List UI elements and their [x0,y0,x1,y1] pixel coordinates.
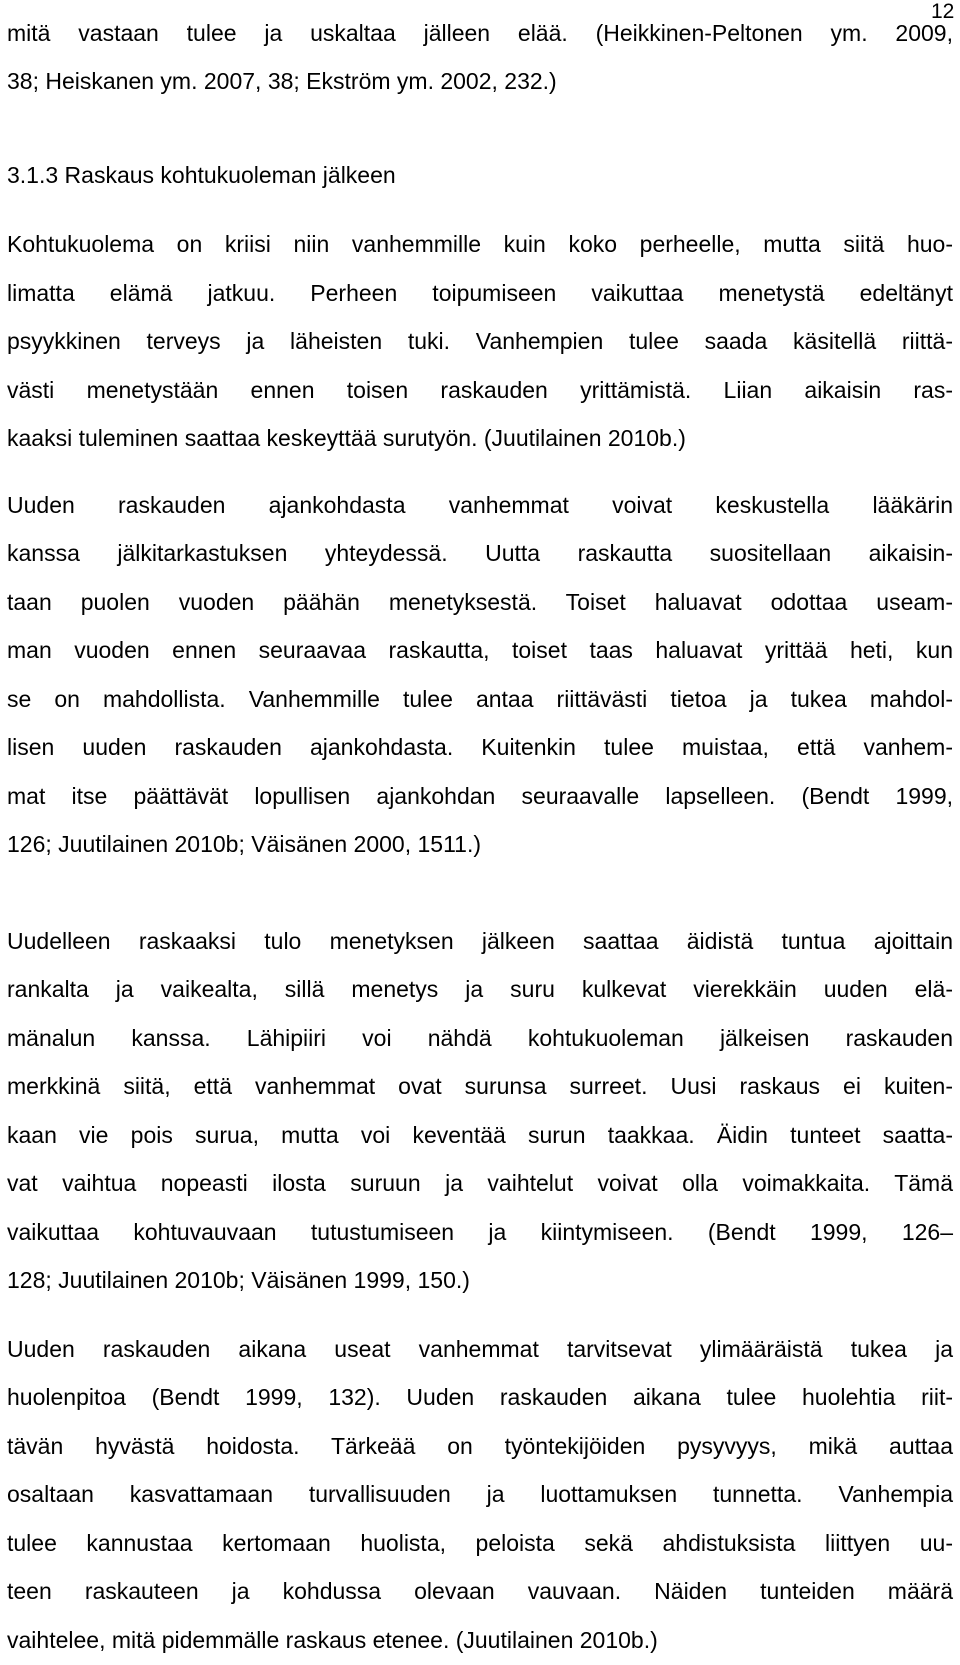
paragraph-2-line-8: 126; Juutilainen 2010b; Väisänen 2000, 1511.) [7,831,482,857]
paragraph-2-line-6: lisen uuden raskauden ajankohdasta. Kuitenkin tulee muistaa, että vanhem- [7,734,953,760]
paragraph-4-line-7: vaihtelee, mitä pidemmälle raskaus etenee. (Juutilainen 2010b.) [7,1627,658,1653]
paragraph-4-line-1: Uuden raskauden aikana useat vanhemmat tarvitsevat ylimääräistä tukea ja [7,1336,953,1362]
paragraph-3-line-3: mänalun kanssa. Lähipiiri voi nähdä kohtukuoleman jälkeisen raskauden [7,1025,953,1051]
paragraph-4-line-3: tävän hyvästä hoidosta. Tärkeää on työntekijöiden pysyvyys, mikä auttaa [7,1433,953,1459]
paragraph-1-line-2: limatta elämä jatkuu. Perheen toipumiseen vaikuttaa menetystä edeltänyt [7,280,953,306]
paragraph-3-line-6: vat vaihtua nopeasti ilosta suruun ja vaihtelut voivat olla voimakkaita. Tämä [7,1170,953,1196]
paragraph-4-line-5: tulee kannustaa kertomaan huolista, peloista sekä ahdistuksista liittyen uu- [7,1530,953,1556]
paragraph-1-line-1: Kohtukuolema on kriisi niin vanhemmille kuin koko perheelle, mutta siitä huo- [7,231,953,257]
paragraph-4-line-4: osaltaan kasvattamaan turvallisuuden ja luottamuksen tunnetta. Vanhempia [7,1481,953,1507]
paragraph-2-line-4: man vuoden ennen seuraavaa raskautta, toiset taas haluavat yrittää heti, kun [7,637,953,663]
paragraph-3-line-4: merkkinä siitä, että vanhemmat ovat surunsa surreet. Uusi raskaus ei kuiten- [7,1073,953,1099]
paragraph-3-line-7: vaikuttaa kohtuvauvaan tutustumiseen ja kiintymiseen. (Bendt 1999, 126– [7,1219,953,1245]
paragraph-2-line-7: mat itse päättävät lopullisen ajankohdan seuraavalle lapselleen. (Bendt 1999, [7,783,953,809]
paragraph-1-line-4: västi menetystään ennen toisen raskauden yrittämistä. Liian aikaisin ras- [7,377,953,403]
paragraph-1-line-3: psyykkinen terveys ja läheisten tuki. Vanhempien tulee saada käsitellä riittä- [7,328,953,354]
intro-line-2: 38; Heiskanen ym. 2007, 38; Ekström ym. 2002, 232.) [7,68,557,94]
page-number: 12 [931,0,955,23]
paragraph-3-line-5: kaan vie pois surua, mutta voi keventää surun taakkaa. Äidin tunteet saatta- [7,1122,953,1148]
paragraph-2-line-2: kanssa jälkitarkastuksen yhteydessä. Uutta raskautta suositellaan aikaisin- [7,540,953,566]
paragraph-1-line-5: kaaksi tuleminen saattaa keskeyttää surutyön. (Juutilainen 2010b.) [7,425,686,451]
paragraph-2-line-3: taan puolen vuoden päähän menetyksestä. Toiset haluavat odottaa useam- [7,589,953,615]
paragraph-3-line-2: rankalta ja vaikealta, sillä menetys ja suru kulkevat vierekkäin uuden elä- [7,976,953,1002]
paragraph-3-line-8: 128; Juutilainen 2010b; Väisänen 1999, 150.) [7,1267,470,1293]
paragraph-2-line-5: se on mahdollista. Vanhemmille tulee antaa riittävästi tietoa ja tukea mahdol- [7,686,953,712]
paragraph-3-line-1: Uudelleen raskaaksi tulo menetyksen jälkeen saattaa äidistä tuntua ajoittain [7,928,953,954]
paragraph-4-line-2: huolenpitoa (Bendt 1999, 132). Uuden raskauden aikana tulee huolehtia riit- [7,1384,953,1410]
paragraph-2-line-1: Uuden raskauden ajankohdasta vanhemmat voivat keskustella lääkärin [7,492,953,518]
paragraph-4-line-6: teen raskauteen ja kohdussa olevaan vauvaan. Näiden tunteiden määrä [7,1578,953,1604]
intro-line-1: mitä vastaan tulee ja uskaltaa jälleen elää. (Heikkinen-Peltonen ym. 2009, [7,20,953,46]
section-heading: 3.1.3 Raskaus kohtukuoleman jälkeen [7,162,396,188]
